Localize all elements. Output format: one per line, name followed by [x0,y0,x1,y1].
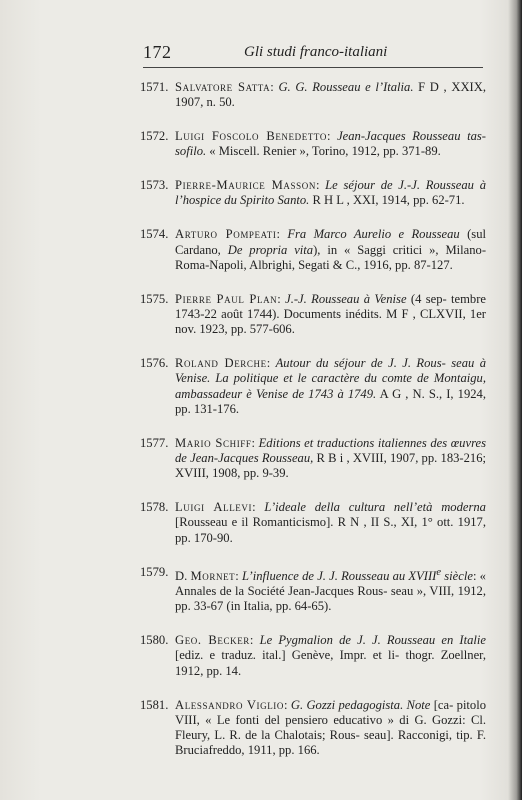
entry-text [175,80,486,111]
entry-line: XXIX, 1907, n. 50. [175,80,486,110]
entry-line: Pierre Paul Plan: J.-J. Rousseau à Venise (4 sep- [175,291,447,306]
entry-text [175,292,486,338]
entry-text [175,436,486,482]
bibliography-list [140,80,486,777]
entry-line: seau]. Racconigi, tip. F. Bruciafreddo, 1911, pp. 166. [175,728,487,758]
entry-line: Salvatore Satta: G. G. Rousseau e l’Italia. F D , [175,80,447,94]
bibliography-entry [140,565,486,615]
entry-number: 1577. [140,435,169,450]
entry-line: CLXVII, 1er nov. 1923, pp. 577-606. [175,306,486,337]
entry-line: à l’hospice du Spirito Santo. R H L , XXI, 1914, [175,178,486,208]
entry-line: D. Mornet: L’influence de J. J. Rousseau au XVIIIe [175,566,442,583]
bibliography-entry [140,633,486,679]
header-rule [143,67,483,68]
entry-line: pp. 62-71. [413,193,465,208]
entry-line: Mario Schiff: Editions et traductions italiennes des [175,435,448,450]
entry-line: Arturo Pompeati: Fra Marco Aurelio e Rousseau [175,227,460,242]
entry-line: 1907, pp. 183-216; XVIII, 1908, pp. 9-39. [175,451,486,481]
entry-line: thogr. Zoellner, 1912, pp. 14. [175,648,486,678]
bibliography-entry [140,698,486,759]
entry-text [175,633,486,679]
entry-text [175,356,486,417]
entry-text [175,698,486,759]
entry-line: seau », VIII, 1912, pp. 33-67 (in Italia, pp. 64-65). [175,584,486,614]
running-title: Gli studi franco-italiani [244,44,388,60]
entry-line: seau à Venise. La politique et le caractère du comte [175,356,486,386]
bibliography-entry [140,500,486,546]
entry-line: Luigi Foscolo Benedetto: Jean-Jacques Rousseau tas- [175,129,486,144]
entry-number: 1581. [140,697,169,712]
entry-line: Pierre-Maurice Masson: Le séjour de J.-J. Rousseau [175,178,474,193]
entry-line: sofilo. « Miscell. Renier », Torino, 1912, pp. 371-89. [175,144,441,159]
bibliography-entry [140,178,486,209]
entry-line: de Montaigu, ambassadeur è Venise de 1743 à 1749. [175,371,486,401]
entry-line: pitolo VIII, « Le fonti del pensiero educativo » di [175,697,487,727]
page-edge-shadow [508,0,522,800]
entry-number: 1576. [140,356,169,371]
entry-line: (sul Cardano, De propria vita), in « Saggi critici », [175,227,486,257]
entry-text [175,500,486,546]
bibliography-entry [140,227,486,273]
entry-line: Italie [ediz. e traduz. ital.] Genève, Impr. et li- [175,633,486,663]
bibliography-entry [140,129,486,160]
entry-line: [Rousseau e il Romanticismo]. R N , II S., XI, 1° [175,515,433,530]
entry-number: 1574. [140,227,169,242]
entry-line: Luigi Allevi: L’ideale della cultura nell’età moderna [175,500,486,515]
entry-number: 1578. [140,500,169,515]
entry-number: 1573. [140,178,169,193]
entry-line: Milano-Roma-Napoli, Albrighi, Segati & C., 1916, [175,242,487,272]
entry-line: Roland Derche: Autour du séjour de J. J. Rous- [175,356,446,371]
entry-number: 1571. [140,80,169,94]
entry-line: G. Gozzi: Cl. Fleury, L. R. de la Chalotais; Rous- [175,712,486,743]
entry-line: Geo. Becker: Le Pygmalion de J. J. Rousseau en [175,633,454,648]
entry-text [175,227,486,273]
bibliography-entry [140,356,486,417]
entry-line: siècle: « Annales de la Société Jean-Jacques Rous- [175,568,486,599]
page-header [143,42,483,64]
bibliography-entry [140,436,486,482]
entry-text [175,178,486,209]
entry-text [175,129,486,160]
bibliography-entry [140,292,486,338]
page-number: 172 [143,42,172,62]
entry-text [175,565,486,615]
entry-line: Alessandro Viglio: G. Gozzi pedagogista. Note [ca- [175,697,454,712]
entry-line: pp. 87-127. [395,257,453,272]
entry-number: 1572. [140,129,169,144]
entry-number: 1579. [140,564,169,579]
bibliography-entry [140,80,486,111]
entry-line: ott. 1917, pp. 170-90. [175,515,486,545]
entry-number: 1575. [140,291,169,306]
entry-line: A G , N. S., I, 1924, pp. 131-176. [175,386,486,416]
entry-line: œuvres de Jean-Jacques Rousseau, R B i , XVIII, [175,435,486,466]
entry-number: 1580. [140,633,169,648]
entry-line: tembre 1743-22 août 1744). Documents inédits. M F , [175,291,486,321]
